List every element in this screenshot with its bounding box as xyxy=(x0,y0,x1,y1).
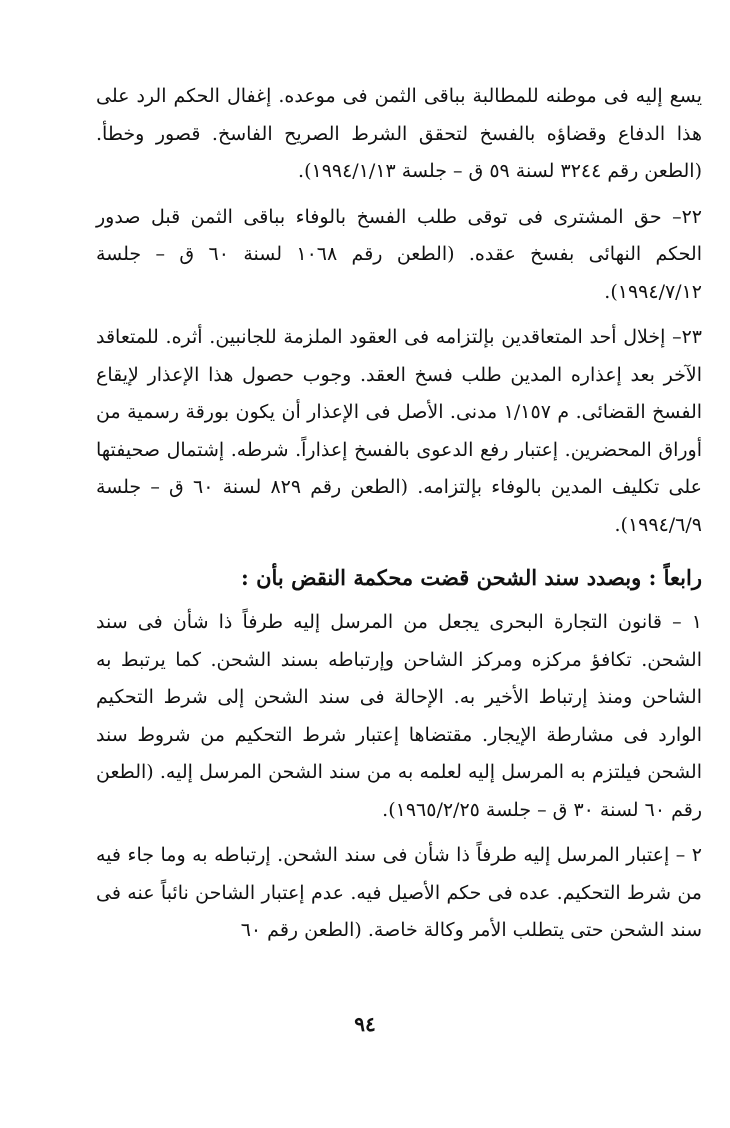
bill-of-lading-ruling-2: ٢ – إعتبار المرسل إليه طرفاً ذا شأن فى سند الشحن. إرتباطه به وما جاء فيه من شرط التحكيم. عده فى حكم الأصيل فيه. عدم إعتبار الشاحن نائباً عنه فى سند الشحن حتى يتطلب الأمر وكالة خاصة. (الطعن رقم ٦٠ xyxy=(96,844,702,941)
section-heading: رابعاً : وبصدد سند الشحن قضت محكمة النقض بأن : xyxy=(241,565,702,590)
ruling-22: ٢٢– حق المشترى فى توقى طلب الفسخ بالوفاء بباقى الثمن قبل صدور الحكم النهائى بفسخ عقده. (الطعن رقم ١٠٦٨ لسنة ٦٠ ق – جلسة ١٩٩٤/٧/١٢). xyxy=(96,205,702,303)
paragraph-continuation: يسع إليه فى موطنه للمطالبة بباقى الثمن فى موعده. إغفال الحكم الرد على هذا الدفاع وقضاؤه بالفسخ لتحقق الشرط الصريح الفاسخ. قصور وخطأ. (الطعن رقم ٣٢٤٤ لسنة ٥٩ ق – جلسة ١٩٩٤/١/١٣). xyxy=(96,85,702,182)
ruling-23: ٢٣– إخلال أحد المتعاقدين بإلتزامه فى العقود الملزمة للجانبين. أثره. للمتعاقد الآخر بعد إعذاره المدين طلب فسخ العقد. وجوب حصول هذا الإعذار لإيقاع الفسخ القضائى. م ١/١٥٧ مدنى. الأصل فى الإعذار أن يكون بورقة رسمية من أوراق المحضرين. إعتبار رفع الدعوى بالفسخ إعذاراً. شرطه. إشتمال صحيفتها على تكليف المدين بالوفاء بإلتزامه. (الطعن رقم ٨٢٩ لسنة ٦٠ ق – جلسة ١٩٩٤/٦/٩). xyxy=(96,326,703,536)
bill-of-lading-ruling-1: ١ – قانون التجارة البحرى يجعل من المرسل إليه طرفاً ذا شأن فى سند الشحن. تكافؤ مركزه ومركز الشاحن وإرتباطه بسند الشحن. كما يرتبط به الشاحن ومنذ إرتباط الأخير به. الإحالة فى سند الشحن إلى شرط التحكيم الوارد فى مشارطة الإيجار. مقتضاها إعتبار شرط التحكيم من شروط سند الشحن فيلتزم به المرسل إليه لعلمه به من سند الشحن المرسل إليه. (الطعن رقم ٦٠ لسنة ٣٠ ق – جلسة ١٩٦٥/٢/٢٥). xyxy=(96,611,702,821)
page-number: ٩٤ xyxy=(354,1012,376,1036)
page-body xyxy=(96,78,702,950)
